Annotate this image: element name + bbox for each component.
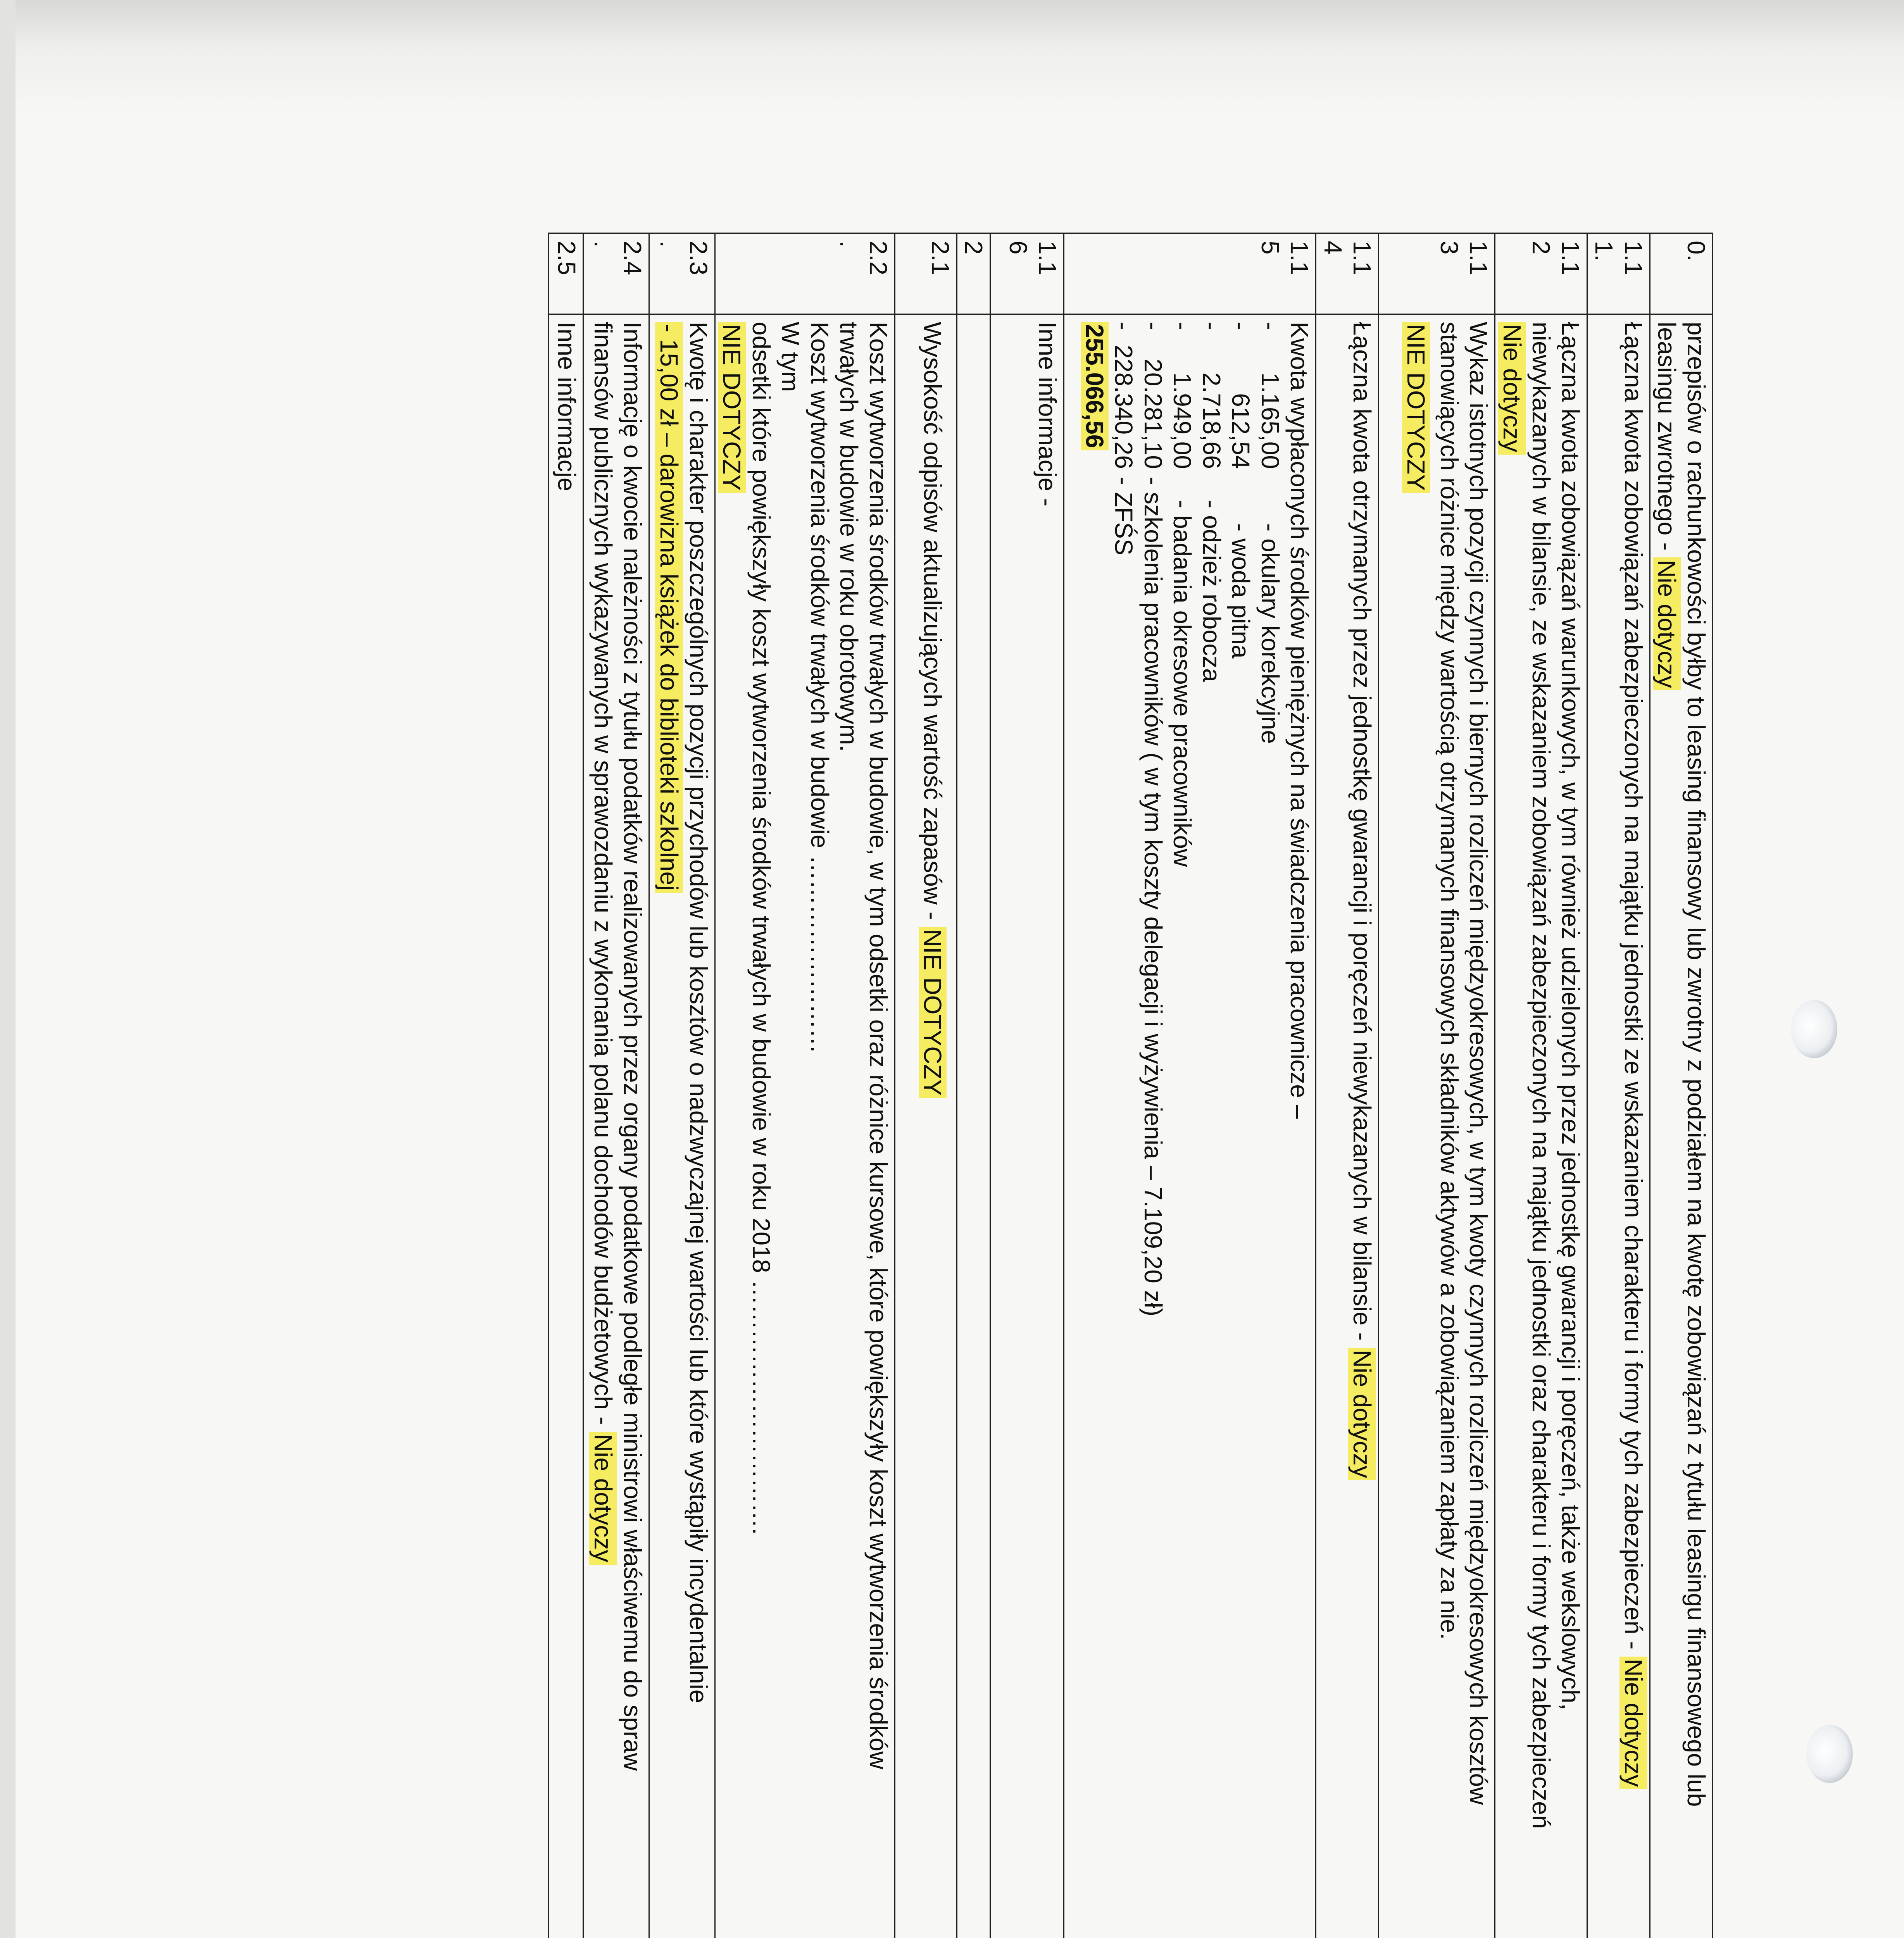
table-row (548, 233, 583, 1938)
row-content (583, 314, 649, 1938)
row-number (1379, 233, 1495, 314)
row-number-text: 2.3 (684, 241, 712, 275)
row-text-line: trwałych w budowie w roku obrotowym. (835, 322, 863, 752)
table-row (1587, 233, 1650, 1938)
row-number (990, 233, 1064, 314)
row-number-text: 4 (1319, 241, 1347, 255)
row-text: leasingu zwrotnego - (1653, 322, 1681, 558)
list-amount: 1.165,00 (1256, 372, 1284, 469)
highlight-marker: NIE DOTYCZY (718, 322, 746, 493)
row-number (1316, 233, 1379, 314)
table-row (1495, 233, 1587, 1938)
row-spacer (1430, 322, 1434, 1938)
list-item (1226, 322, 1256, 1938)
rotated-document-page (271, 233, 1713, 1938)
highlight-marker: - 15,00 zł – darowizna książek do biblioteki szkolnej (655, 322, 683, 893)
row-number (957, 233, 990, 314)
list-dash: - (1168, 322, 1197, 330)
row-number-text: 0. (1682, 241, 1710, 262)
row-text-line: Wykaz istotnych pozycji czynnych i biernych rozliczeń międzyokresowych, w tym kwoty czynnych rozliczeń międzyokresowych kosztów (1464, 322, 1493, 1805)
list-amount: 1.949,00 (1168, 372, 1197, 469)
table-row (1379, 233, 1495, 1938)
row-number (649, 233, 715, 314)
list-desc: - woda pitna (1227, 523, 1255, 659)
highlight-marker: Nie dotyczy (1653, 557, 1681, 690)
list-item (1255, 322, 1285, 1938)
row-text-line: Inne informacje (552, 322, 581, 491)
list-amount: 228.340,26 (1110, 345, 1138, 469)
highlight-marker: Nie dotyczy (589, 1432, 617, 1565)
row-text-line (918, 322, 955, 1938)
row-number-text: . (655, 241, 683, 248)
list-amount: 20.281,10 (1139, 359, 1167, 469)
row-number-text: . (835, 241, 863, 248)
list-dash: - (1197, 322, 1226, 330)
row-text-line: odsetki które powiększyły koszt wytworzenia środków trwałych w budowie w roku 2018 …………………………. (747, 322, 775, 1535)
table-row (1064, 233, 1316, 1938)
list-item (1109, 322, 1138, 1938)
punch-hole-icon (1806, 1725, 1853, 1783)
row-content (548, 314, 583, 1938)
table-row (990, 233, 1064, 1938)
row-text-line (1497, 322, 1526, 1938)
punch-hole-icon (1791, 1000, 1837, 1058)
row-number-text: 2.5 (552, 241, 581, 275)
list-amount: 612,54 (1227, 393, 1255, 469)
table-row (583, 233, 649, 1938)
row-text-line (1652, 322, 1682, 1938)
row-number (583, 233, 649, 314)
scan-edge-left (0, 0, 16, 1938)
row-number-text: 1.1 (1556, 241, 1585, 275)
row-content (990, 314, 1064, 1938)
row-number-text: 6 (1004, 241, 1032, 255)
list-desc: - badania okresowe pracowników (1168, 500, 1197, 867)
row-content (1650, 314, 1713, 1938)
row-text-line: niewykazanych w bilansie, ze wskazaniem zobowiązań zabezpieczonych na majątku jednostki oraz charakteru i formy tych zabezpieczeń (1527, 322, 1556, 1829)
total-amount: 255.066,56 (1081, 322, 1109, 450)
benefits-list (1109, 322, 1285, 1938)
list-dash: - (1139, 322, 1167, 330)
row-number (1495, 233, 1587, 314)
row-text-line: Inne informacje - (1033, 322, 1062, 507)
row-number-text: . (589, 241, 617, 248)
notes-table (548, 233, 1713, 1938)
table-row (649, 233, 715, 1938)
row-number-text: 1.1 (1033, 241, 1062, 275)
row-text: Łączna kwota zobowiązań zabezpieczonych na majątku jednostki ze wskazaniem charakteru i formy tych zabezpieczeń - (1619, 322, 1647, 1657)
row-number-text: 2 (960, 241, 988, 255)
row-text-line (1401, 322, 1431, 1938)
table-row (957, 233, 990, 1938)
highlight-marker: Nie dotyczy (1348, 1348, 1376, 1481)
highlight-marker: NIE DOTYCZY (919, 927, 947, 1098)
row-text-line (588, 322, 618, 1938)
row-content (1587, 314, 1650, 1938)
row-content (715, 314, 895, 1938)
row-text-line (654, 322, 684, 1938)
row-number (1064, 233, 1316, 314)
row-number-text: 2 (1527, 241, 1556, 255)
table-row (895, 233, 957, 1938)
row-text-line (1347, 322, 1377, 1938)
highlight-marker: NIE DOTYCZY (1402, 322, 1430, 493)
row-text-line: przepisów o rachunkowości byłby to leasing finansowy lub zwrotny z podziałem na kwotę zobowiązań z tytułu leasingu finansowego lub (1682, 322, 1710, 1807)
list-item (1197, 322, 1226, 1938)
row-text: Wysokość odpisów aktualizujących wartość zapasów - (918, 322, 947, 927)
row-content (649, 314, 715, 1938)
scan-edge-top (0, 0, 1904, 116)
row-number-text: 2.1 (926, 241, 954, 275)
list-dash: - (1256, 322, 1284, 330)
list-desc: - ZFŚS (1110, 477, 1138, 555)
row-number-text: 1.1 (1285, 241, 1314, 275)
row-text: finansów publicznych wykazywanych w sprawozdaniu z wykonania polanu dochodów budżetowych - (589, 322, 617, 1432)
row-number (1650, 233, 1713, 314)
table-row (1316, 233, 1379, 1938)
row-text-line: Koszt wytworzenia środków trwałych w budowie …………………… (805, 322, 834, 1054)
list-desc: - szkolenia pracowników ( w tym koszty delegacji i wyżywienia – 7.109,20 zł) (1139, 477, 1167, 1317)
row-number-text: 5 (1256, 241, 1284, 255)
row-number (895, 233, 957, 314)
row-text-line: Kwotę i charakter poszczególnych pozycji przychodów lub kosztów o nadzwyczajnej wartości lub które wystąpiły incydentalnie (684, 322, 712, 1704)
row-text-line: Informację o kwocie należności z tytułu podatków realizowanych przez organy podatkowe podległe ministrowi właściwemu do spraw (618, 322, 647, 1771)
row-number (715, 233, 895, 314)
list-dash: - (1227, 322, 1255, 330)
row-number-text: 3 (1435, 241, 1463, 255)
row-text-line: Łączna kwota zobowiązań warunkowych, w tym również udzielonych przez jednostkę gwarancji i poręczeń, także wekslowych, (1556, 322, 1585, 1710)
benefits-heading: Kwota wypłaconych środków pieniężnych na świadczenia pracownicze – (1285, 322, 1314, 1119)
list-item (1168, 322, 1197, 1938)
highlight-marker: Nie dotyczy (1498, 322, 1526, 455)
row-text-line: W tym (776, 322, 805, 392)
row-text: Łączna kwota otrzymanych przez jednostkę gwarancji i poręczeń niewykazanych w bilansie - (1348, 322, 1376, 1348)
row-content (1316, 314, 1379, 1938)
row-number (1587, 233, 1650, 314)
list-desc: - odzież robocza (1197, 500, 1226, 682)
list-amount: 2.718,66 (1197, 372, 1226, 469)
row-content (895, 314, 957, 1938)
row-number-text: 2.2 (864, 241, 892, 275)
row-number-text: 1.1 (1619, 241, 1647, 275)
row-content (957, 314, 990, 1938)
row-content (1064, 314, 1316, 1938)
table-row (1650, 233, 1713, 1938)
row-content (1379, 314, 1495, 1938)
row-number (548, 233, 583, 314)
row-text-line (717, 322, 747, 1938)
list-item (1138, 322, 1168, 1938)
row-text-line: stanowiących różnice między wartością otrzymanych finansowych składników aktywów a zobowiązaniem zapłaty za nie. (1435, 322, 1463, 1640)
table-row (715, 233, 895, 1938)
row-text-line (1618, 322, 1648, 1938)
highlight-marker: Nie dotyczy (1619, 1657, 1647, 1790)
row-number-text: 1. (1590, 241, 1618, 262)
row-text-line: Koszt wytworzenia środków trwałych w budowie, w tym odsetki oraz różnice kursowe, które powiększyły koszt wytworzenia środków (864, 322, 892, 1769)
list-dash: - (1110, 322, 1138, 330)
benefits-total (1080, 322, 1109, 1938)
row-number-text: 2.4 (618, 241, 647, 275)
row-number-text: 1.1 (1464, 241, 1493, 275)
row-number-text: 1.1 (1348, 241, 1376, 275)
list-desc: - okulary korekcyjne (1256, 523, 1284, 744)
row-content (1495, 314, 1587, 1938)
